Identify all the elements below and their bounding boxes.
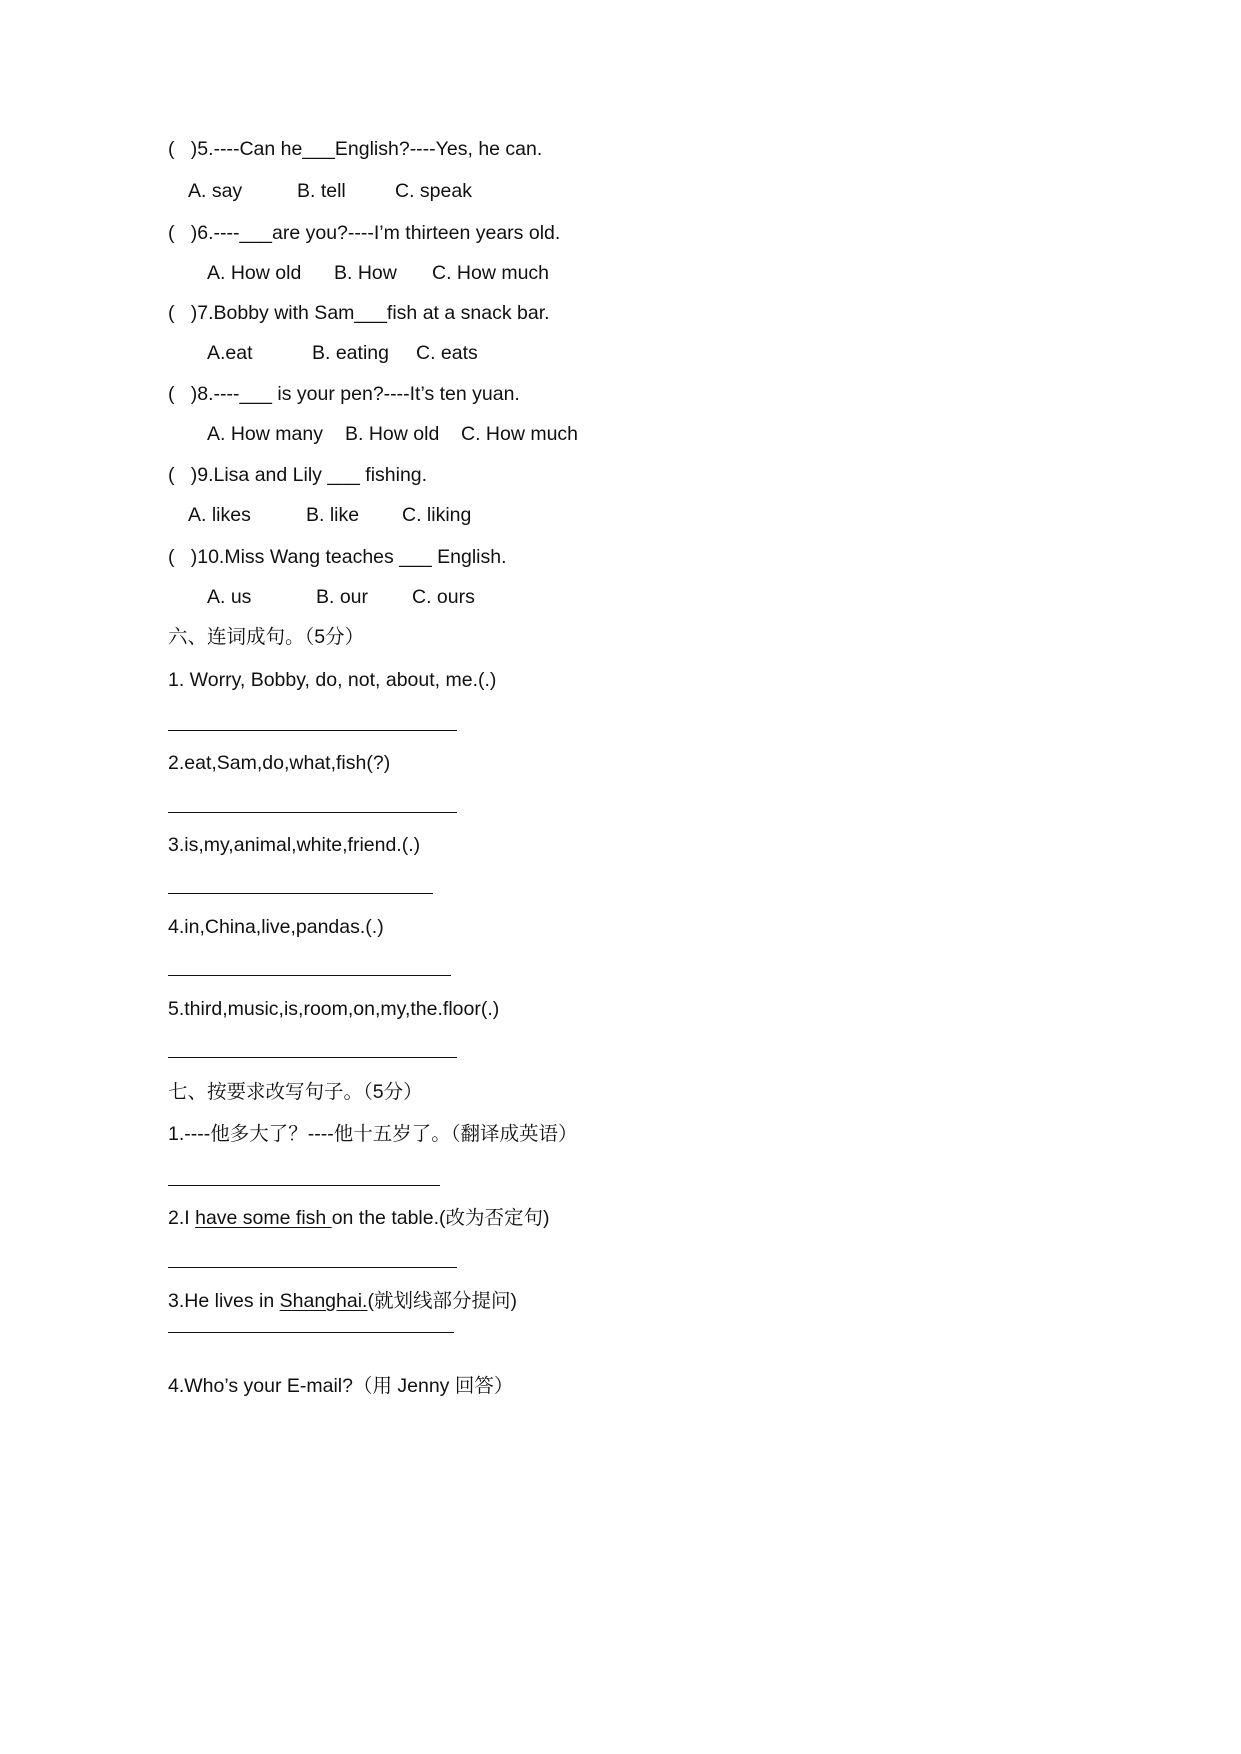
s7-q1: 1.----他多大了？----他十五岁了。（翻译成英语） (168, 1123, 578, 1145)
section-6-title: 六、连词成句。（5分） (168, 626, 365, 648)
option: B. How old (345, 423, 440, 445)
s6-item: 3.is,my,animal,white,friend.(.) (168, 834, 421, 856)
question-6: ( )6.----___are you?----I’m thirteen years old. (168, 222, 561, 244)
option: C. liking (402, 504, 472, 526)
answer-line (168, 975, 451, 976)
option: C. eats (416, 342, 478, 364)
answer-line (168, 1057, 457, 1058)
text: on the table.(改为否定句) (331, 1207, 550, 1229)
question-5: ( )5.----Can he___English?----Yes, he can. (168, 138, 543, 160)
section-7-title: 七、按要求改写句子。（5分） (168, 1081, 423, 1103)
option: A. say (188, 180, 243, 202)
answer-line (168, 1267, 457, 1268)
option: B. eating (312, 342, 389, 364)
answer-line (168, 1185, 440, 1186)
underlined-text: Shanghai. (279, 1290, 368, 1312)
s7-q2 (168, 1206, 550, 1230)
option: A.eat (207, 342, 253, 364)
option: C. How much (432, 262, 550, 284)
text: 2.I (168, 1207, 196, 1229)
option: A. How many (207, 423, 323, 445)
option: B. How (334, 262, 397, 284)
text: (就划线部分提问) (367, 1290, 517, 1312)
s7-q4: 4.Who’s your E-mail?（用 Jenny 回答） (168, 1375, 514, 1397)
underlined-text: have some fish (195, 1207, 332, 1229)
option: B. our (316, 586, 369, 608)
s6-item: 1. Worry, Bobby, do, not, about, me.(.) (168, 669, 497, 691)
option: A. likes (188, 504, 251, 526)
question-7: ( )7.Bobby with Sam___fish at a snack bar. (168, 302, 550, 324)
option: A. us (207, 586, 252, 608)
answer-line (168, 730, 457, 731)
text: 3.He lives in (168, 1290, 280, 1312)
option: C. speak (395, 180, 472, 202)
question-9: ( )9.Lisa and Lily ___ fishing. (168, 464, 428, 486)
question-10: ( )10.Miss Wang teaches ___ English. (168, 546, 507, 568)
question-8: ( )8.----___ is your pen?----It’s ten yuan. (168, 383, 520, 405)
option: B. tell (297, 180, 346, 202)
answer-line (168, 812, 457, 813)
answer-line (168, 1332, 454, 1333)
option: C. ours (412, 586, 475, 608)
s6-item: 4.in,China,live,pandas.(.) (168, 916, 384, 938)
option: A. How old (207, 262, 302, 284)
s6-item: 5.third,music,is,room,on,my,the.floor(.) (168, 998, 500, 1020)
s6-item: 2.eat,Sam,do,what,fish(?) (168, 752, 391, 774)
option: C. How much (461, 423, 579, 445)
option: B. like (306, 504, 360, 526)
s7-q3 (168, 1289, 517, 1313)
answer-line (168, 893, 433, 894)
